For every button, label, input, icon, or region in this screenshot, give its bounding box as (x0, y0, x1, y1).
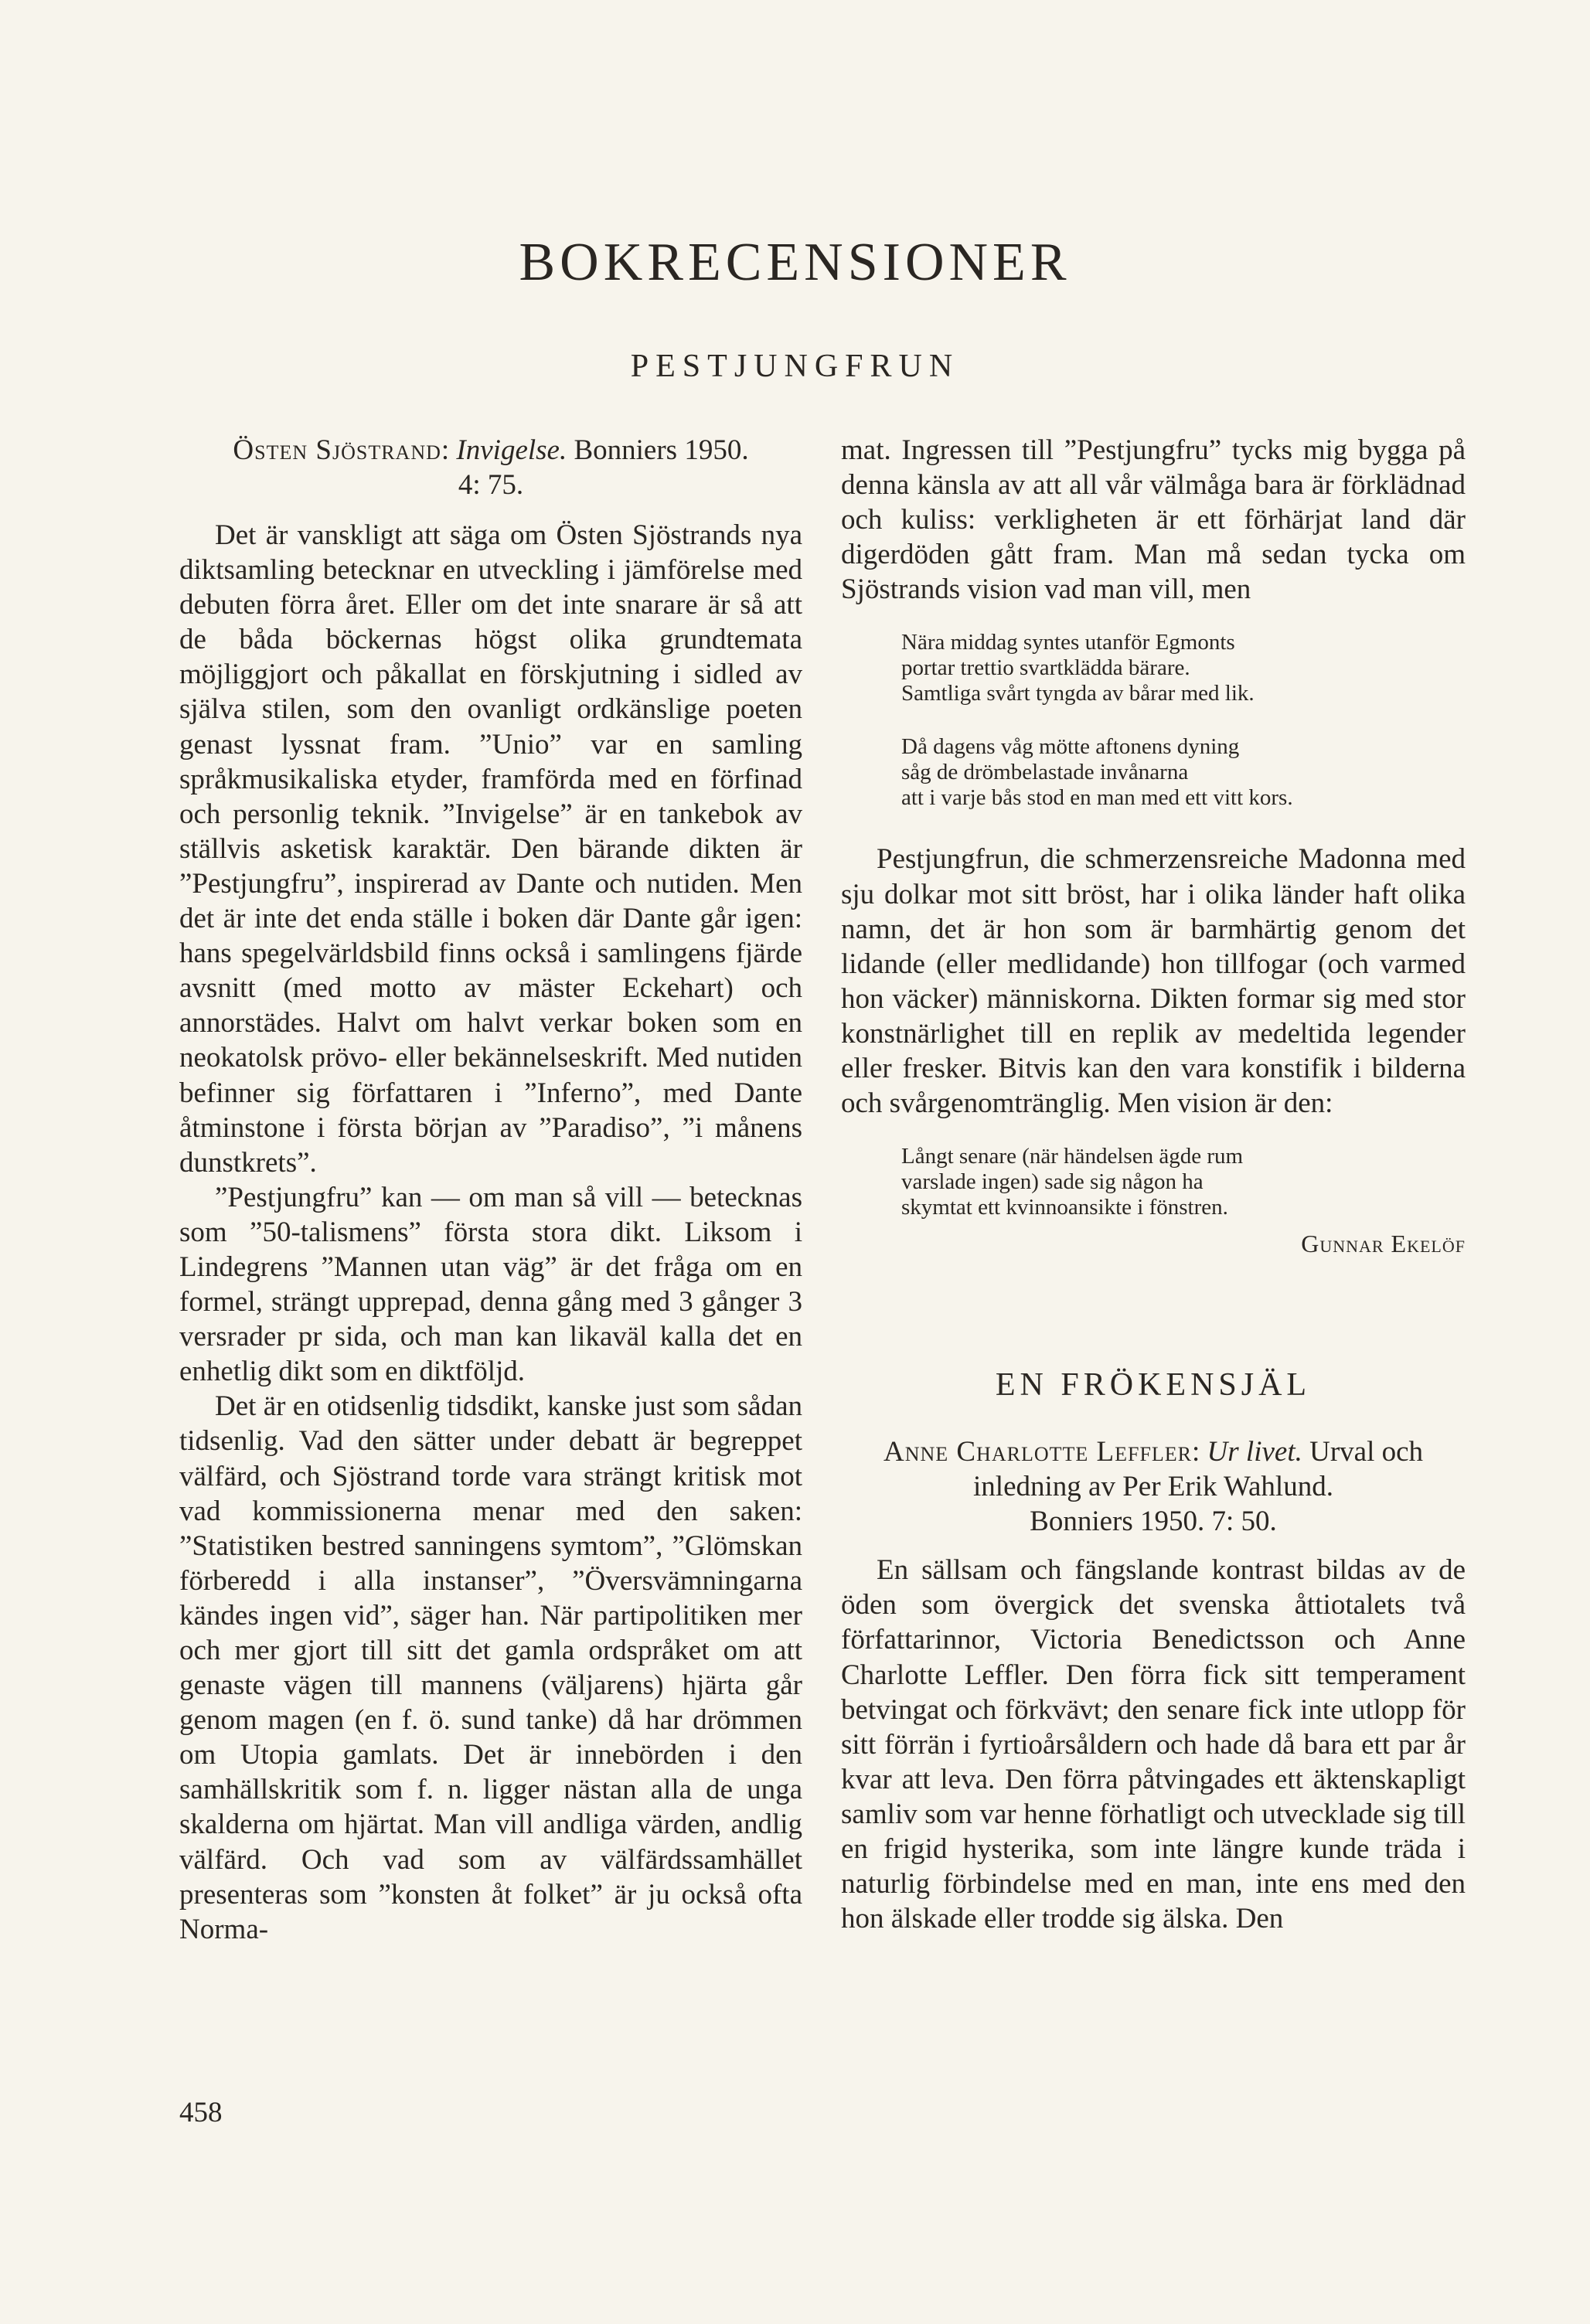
poem-line: att i varje bås stod en man med ett vitt kors. (901, 785, 1293, 811)
review1-publisher: Bonniers 1950. (574, 434, 749, 466)
review1-paragraph-2: ”Pestjungfru” kan — om man så vill — betecknas som ”50-talismens” första stora dikt. Liksom i Lindegrens ”Mannen utan väg” är det fråga om en formel, strängt upprepad, denna gång med 3 gånger 3 versrader pr sida, och man kan likaväl kalla det en enhetlig dikt som en diktföljd. (179, 1181, 802, 1388)
poem-line: varslade ingen) sade sig någon ha (901, 1169, 1204, 1195)
page-title: BOKRECENSIONER (519, 233, 1071, 292)
poem-excerpt-1 (901, 630, 1466, 811)
review2-publisher: Bonniers 1950. 7: 50. (1030, 1506, 1277, 1538)
poem-line: portar trettio svartklädda bärare. (901, 655, 1190, 681)
review2-details: Urval och inledning av Per Erik Wahlund. (973, 1436, 1424, 1503)
poem-line: Nära middag syntes utanför Egmonts (901, 630, 1235, 655)
poem-excerpt-2 (901, 1144, 1466, 1220)
poem-line: Långt senare (när händelsen ägde rum (901, 1144, 1244, 1169)
review1-byline: Östen Sjöstrand: Invigelse. Bonniers 1950. 4: 75. (233, 434, 749, 501)
review1-book-title: Invigelse. (456, 434, 567, 466)
review2-byline: Anne Charlotte Leffler: Ur livet. Urval och inledning av Per Erik Wahlund. Bonniers 1950. 7: 50. (883, 1436, 1424, 1538)
poem-line: Samtliga svårt tyngda av bårar med lik. (901, 681, 1255, 706)
review2-paragraph: En sällsam och fängslande kontrast bildas av de öden som övergick det svenska åttiotalets två författarinnor, Victoria Benedictsson och Anne Charlotte Leffler. Den förra fick sitt temperament betvingat och förkvävt; den senare fick inte utlopp för sitt förrän i fyrtioårsåldern och hade då bara ett par år kvar att leva. Den förra påtvingades ett äktenskapligt samliv som var henne förhatligt och utvecklade sig till en frigid hysterika, som inte längre kunde träda i naturlig förbindelse med en man, inte ens med den hon älskade eller trodde sig älska. Den (841, 1554, 1466, 1935)
section-title-en-frokensjal: EN FRÖKENSJÄL (995, 1367, 1312, 1404)
page-number: 458 (179, 2097, 223, 2128)
left-column (179, 433, 802, 1947)
poem-line: Då dagens våg mötte aftonens dyning (901, 734, 1240, 760)
poem-line: såg de drömbelastade invånarna (901, 760, 1189, 785)
review2-book-title: Ur livet. (1207, 1436, 1302, 1468)
review1-paragraph-3: Det är en otidsenlig tidsdikt, kanske just som sådan tidsenlig. Vad den sätter under debatt är begreppet välfärd, och Sjöstrand torde vara strängt kritisk mot vad kommissionerna menar med den saken: ”Statistiken bestred sanningens symtom”, ”Glömskan förberedd i alla instanser”, ”Översvämningarna kändes ingen vid”, säger han. När partipolitiken mer och mer gjort till sitt det gamla ordspråket om att genaste vägen till mannens (väljarens) hjärta går genom magen (en f. ö. sund tanke) då har drömmen om Utopia gamlats. Det är innebörden i den samhällskritik som f. n. ligger nästan alla de unga skalderna om hjärtat. Man vill andliga värden, andlig välfärd. Och vad som av välfärdssamhället presenteras som ”konsten åt folket” är ju också ofta Norma- (179, 1390, 802, 1945)
review1-right-paragraph: Pestjungfrun, die schmerzensreiche Madonna med sju dolkar mot sitt bröst, har i olika länder haft olika namn, det är hon som är barmhärtig genom det lidande (eller medlidande) hon tillfogar (och varmed hon väcker) människorna. Dikten formar sig med stor konstnärlighet till en replik av medeltida legender eller fresker. Bitvis kan den vara konstifik i bilderna och svårgenomtränglig. Men vision är den: (841, 843, 1466, 1120)
poem-line: skymtat ett kvinnoansikte i fönstren. (901, 1195, 1228, 1220)
review1-right-intro: mat. Ingressen till ”Pestjungfru” tycks mig bygga på denna känsla av att all vår välmåga bara är förklädnad och kuliss: verkligheten är ett förhärjat land där digerdöden gått fram. Man må sedan tycka om Sjöstrands vision vad man vill, men (841, 434, 1466, 606)
section-title-pestjungfrun: PESTJUNGFRUN (630, 349, 960, 384)
review1-price: 4: 75. (458, 469, 524, 501)
right-column (841, 433, 1466, 1936)
review2-author: Anne Charlotte Leffler (883, 1436, 1193, 1468)
review1-paragraph-1: Det är vanskligt att säga om Östen Sjöstrands nya diktsamling betecknar en utveckling i jämförelse med debuten förra året. Eller om det inte snarare är så att de båda böckernas högst olika grundtemata möjliggjort och påkallat en förskjutning i sidled av själva stilen, som den ovanligt ordkänslige poeten genast lyssnat fram. ”Unio” var en samling språkmusikaliska etyder, framförda med en förfinad och personlig teknik. ”Invigelse” är en tankebok av ställvis asketisk karaktär. Den bärande dikten är ”Pestjungfru”, inspirerad av Dante och nutiden. Men det är inte det enda ställe i boken där Dante går igen: hans spegelvärldsbild finns också i samlingens fjärde avsnitt (med motto av mäster Eckehart) och annorstädes. Halvt om halvt verkar boken som en neokatolsk prövo- eller bekännelseskrift. Med nutiden befinner sig författaren i ”Inferno”, med Dante åtminstone i första början av ”Paradiso”, ”i månens dunstkrets”. (179, 519, 802, 1179)
review1-author: Östen Sjöstrand (233, 434, 441, 466)
review1-signature: Gunnar Ekelöf (1301, 1230, 1466, 1258)
